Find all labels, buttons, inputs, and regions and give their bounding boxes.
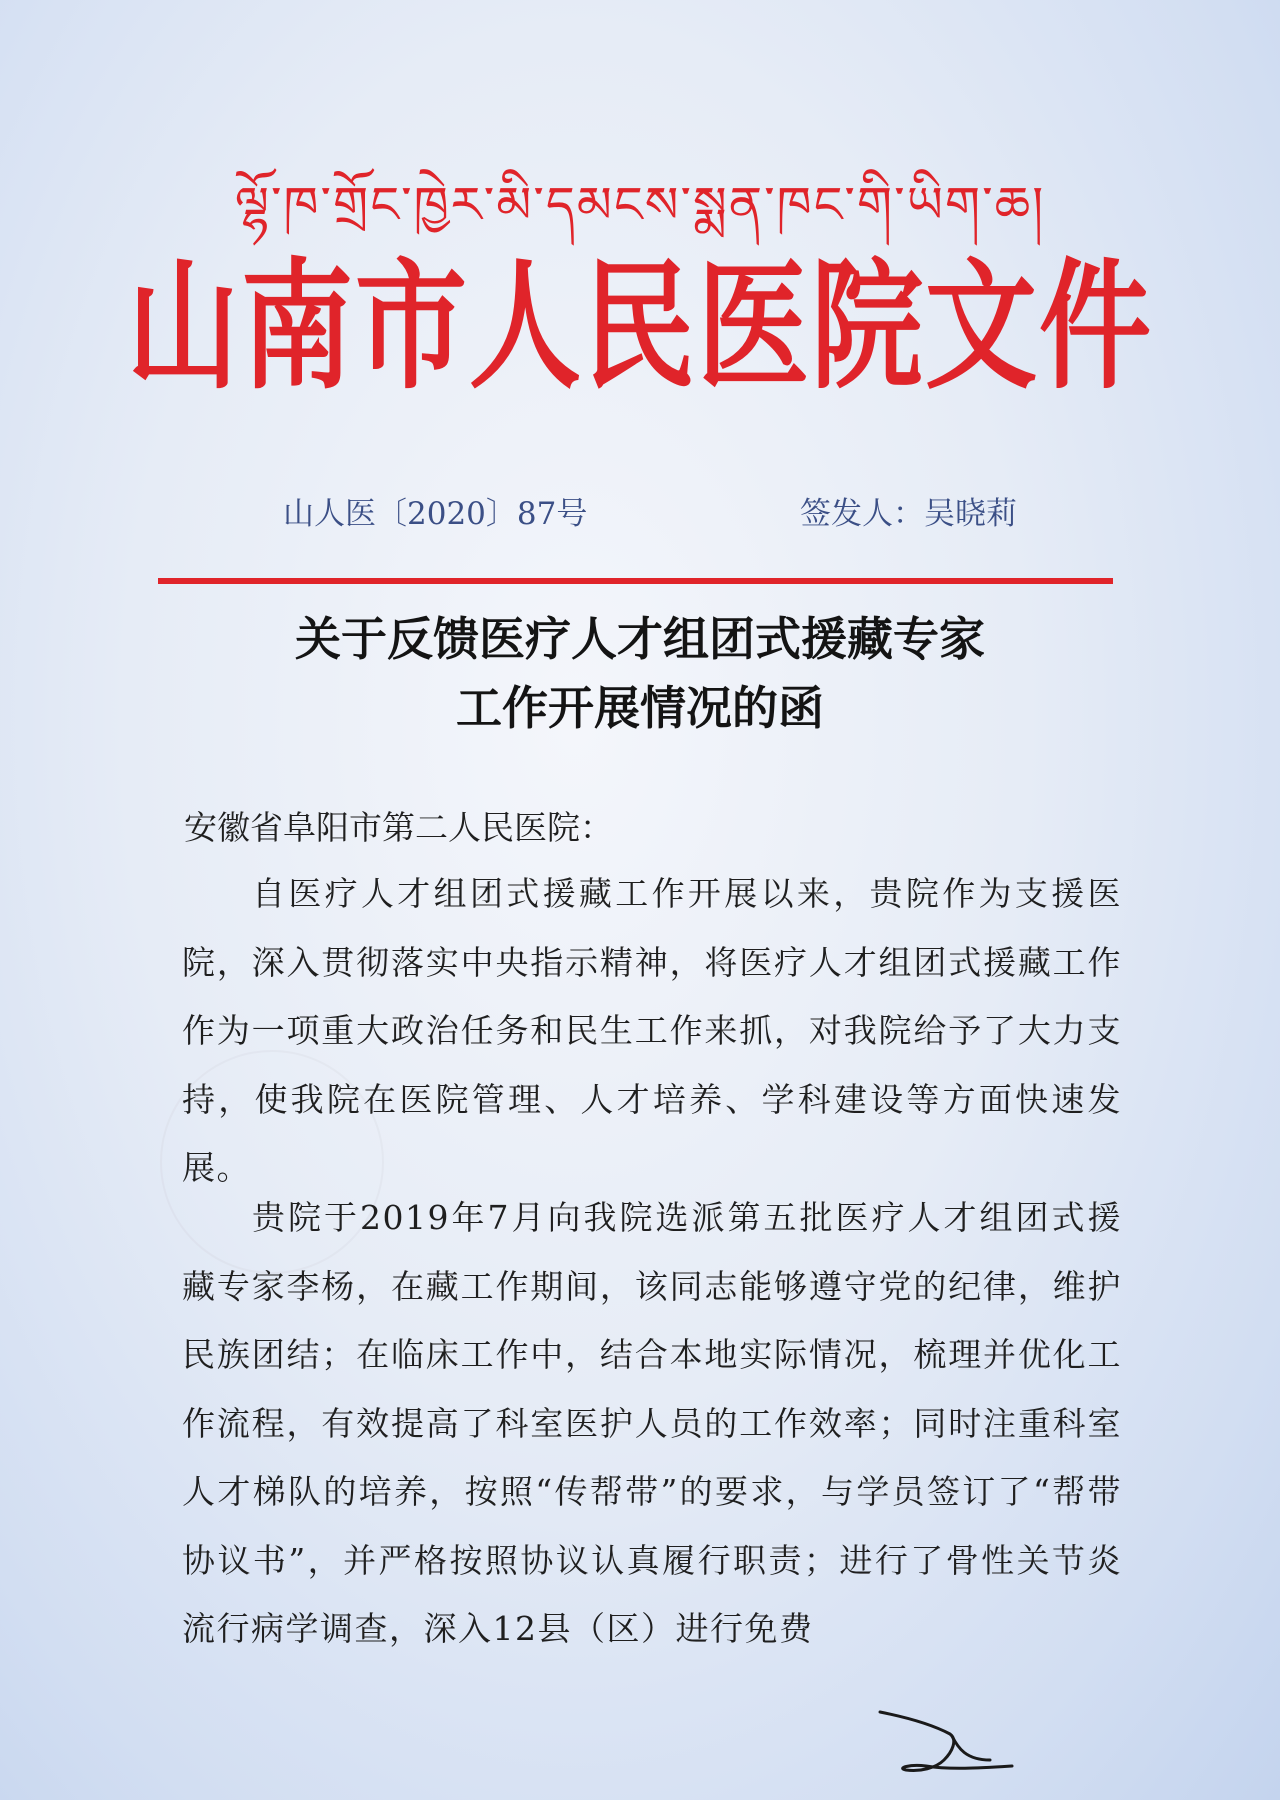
salutation: 安徽省阜阳市第二人民医院： [184,808,613,847]
letter-title-line-1: 关于反馈医疗人才组团式援藏专家 [295,612,985,666]
issuer-line: 签发人：吴晓莉 [800,496,1017,532]
paragraph-2: 贵院于2019年7月向我院选派第五批医疗人才组团式援藏专家李杨，在藏工作期间，该同志能够遵守党的纪律，维护民族团结；在临床工作中，结合本地实际情况，梳理并优化工作流程，有效提高了科室医护人员的工作效率；同时注重科室人才梯队的培养，按照“传帮带”的要求，与学员签订了“帮带协议书”，并严格按照协议认真履行职责；进行了骨性关节炎流行病学调查，深入12县（区）进行免费 [182,1198,1122,1648]
handwritten-signature [840,1708,1040,1778]
paragraph-1: 自医疗人才组团式援藏工作开展以来，贵院作为支援医院，深入贯彻落实中央指示精神，将医疗人才组团式援藏工作作为一项重大政治任务和民生工作来抓，对我院给予了大力支持，使我院在医院管理、人才培养、学科建设等方面快速发展。 [182,874,1122,1187]
tibetan-header: ལྷོ་ཁ་གྲོང་ཁྱེར་མི་དམངས་སྨན་ཁང་གི་ཡིག་ཆ། [234,176,1046,234]
red-divider [158,578,1113,584]
letter-title-line-2: 工作开展情况的函 [456,681,824,735]
document-number: 山人医〔2020〕87号 [283,496,588,532]
document-header-title: 山南市人民医院文件 [127,248,1153,405]
